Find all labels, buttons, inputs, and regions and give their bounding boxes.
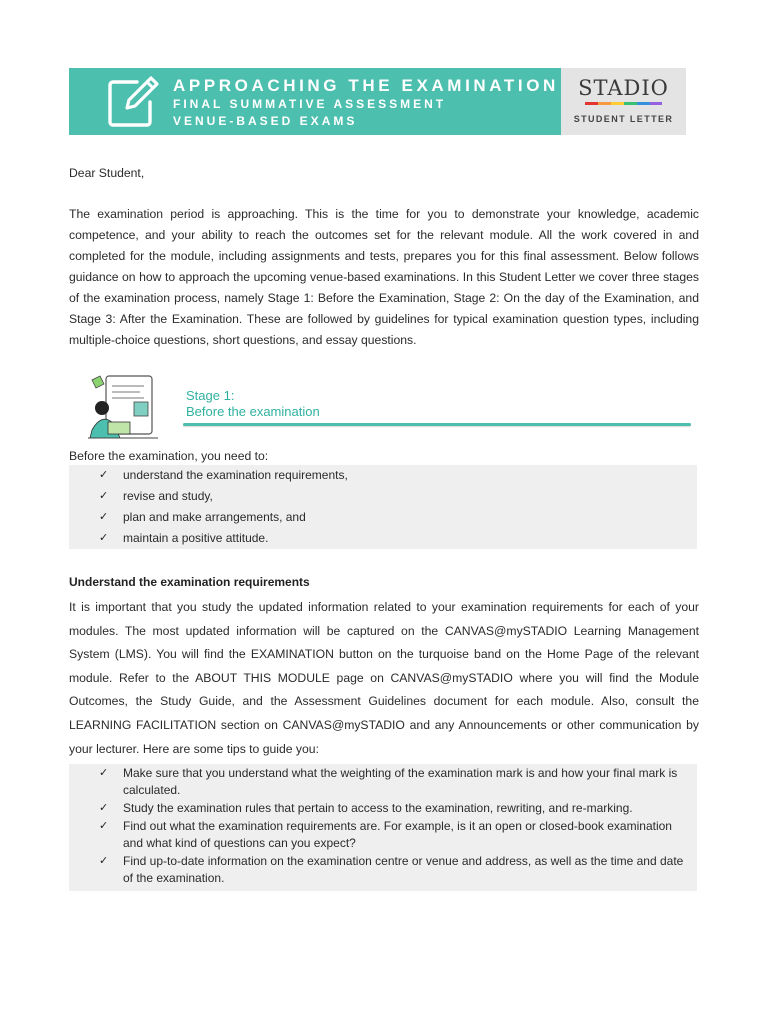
- stage-1-underline: [183, 423, 691, 426]
- header-banner: [69, 68, 686, 135]
- stage-1-heading: [186, 388, 320, 420]
- edit-note-icon: [107, 74, 159, 128]
- before-checklist: [69, 465, 697, 549]
- check-icon: ✓: [99, 820, 109, 832]
- banner-title-panel: [69, 68, 561, 135]
- requirements-heading: Understand the examination requirements: [69, 575, 310, 589]
- brand-panel: [561, 68, 686, 135]
- check-icon: ✓: [99, 855, 109, 867]
- list-item: ✓ revise and study,: [69, 486, 697, 507]
- check-icon: ✓: [99, 469, 109, 481]
- greeting: Dear Student,: [69, 166, 145, 180]
- check-icon: ✓: [99, 802, 109, 814]
- stage-1-title: Before the examination: [186, 404, 320, 419]
- requirements-paragraph: It is important that you study the updated information related to your examination requirements for each of your modules. The most updated information will be captured on the CANVAS@mySTADIO Learning Management System (LMS). You will find the EXAMINATION button on the turquoise band on the Home Page of the relevant module. Refer to the ABOUT THIS MODULE page on CANVAS@mySTADIO where you will find the Module Outcomes, the Study Guide, and the Assessment Guidelines document for each module. Also, consult the LEARNING FACILITATION section on CANVAS@mySTADIO and any Announcements or other communication by your lecturer. Here are some tips to guide you:: [69, 600, 699, 756]
- stage-1-label: Stage 1:: [186, 388, 235, 403]
- check-icon: ✓: [99, 767, 109, 779]
- list-item: ✓ Make sure that you understand what the weighting of the examination mark is and how your final mark is calculated.: [99, 766, 678, 797]
- banner-title: APPROACHING THE EXAMINATION: [173, 76, 559, 95]
- list-item: ✓ maintain a positive attitude.: [69, 528, 697, 549]
- list-item: ✓ Find up-to-date information on the examination centre or venue and address, as well as the time and date of the examination.: [99, 854, 684, 885]
- check-icon: ✓: [99, 490, 109, 502]
- brand-logo-text: STADIO: [578, 76, 669, 100]
- banner-subtitle-assessment: FINAL SUMMATIVE ASSESSMENT: [173, 97, 447, 111]
- brand-tagline: STUDENT LETTER: [573, 114, 674, 124]
- tips-checklist: [69, 764, 697, 887]
- check-icon: ✓: [99, 511, 109, 523]
- before-checklist-panel: [69, 465, 697, 549]
- check-icon: ✓: [99, 532, 109, 544]
- list-item: ✓ Find out what the examination requirements are. For example, is it an open or closed-book examination and what kind of questions can you expect?: [99, 819, 672, 850]
- before-intro: Before the examination, you need to:: [69, 449, 269, 463]
- intro-paragraph: The examination period is approaching. This is the time for you to demonstrate your knowledge, academic competence, and your ability to reach the outcomes set for the relevant module. All the work covered in and completed for the module, including assignments and tests, prepares you for this final assessment. Below follows guidance on how to approach the upcoming venue-based examinations. In this Student Letter we cover three stages of the examination process, namely Stage 1: Before the Examination, Stage 2: On the day of the Examination, and Stage 3: After the Examination. These are followed by guidelines for typical examination question types, including multiple-choice questions, short questions, and essay questions.: [69, 207, 699, 347]
- list-item: ✓ plan and make arrangements, and: [69, 507, 697, 528]
- student-studying-illustration: [84, 372, 164, 444]
- brand-color-rule: [585, 102, 662, 105]
- list-item: ✓ understand the examination requirements,: [69, 465, 697, 486]
- list-item: ✓ Study the examination rules that pertain to access to the examination, rewriting, and re-marking.: [99, 801, 633, 815]
- banner-subtitle-exams: VENUE-BASED EXAMS: [173, 114, 358, 128]
- tips-checklist-panel: [69, 764, 697, 891]
